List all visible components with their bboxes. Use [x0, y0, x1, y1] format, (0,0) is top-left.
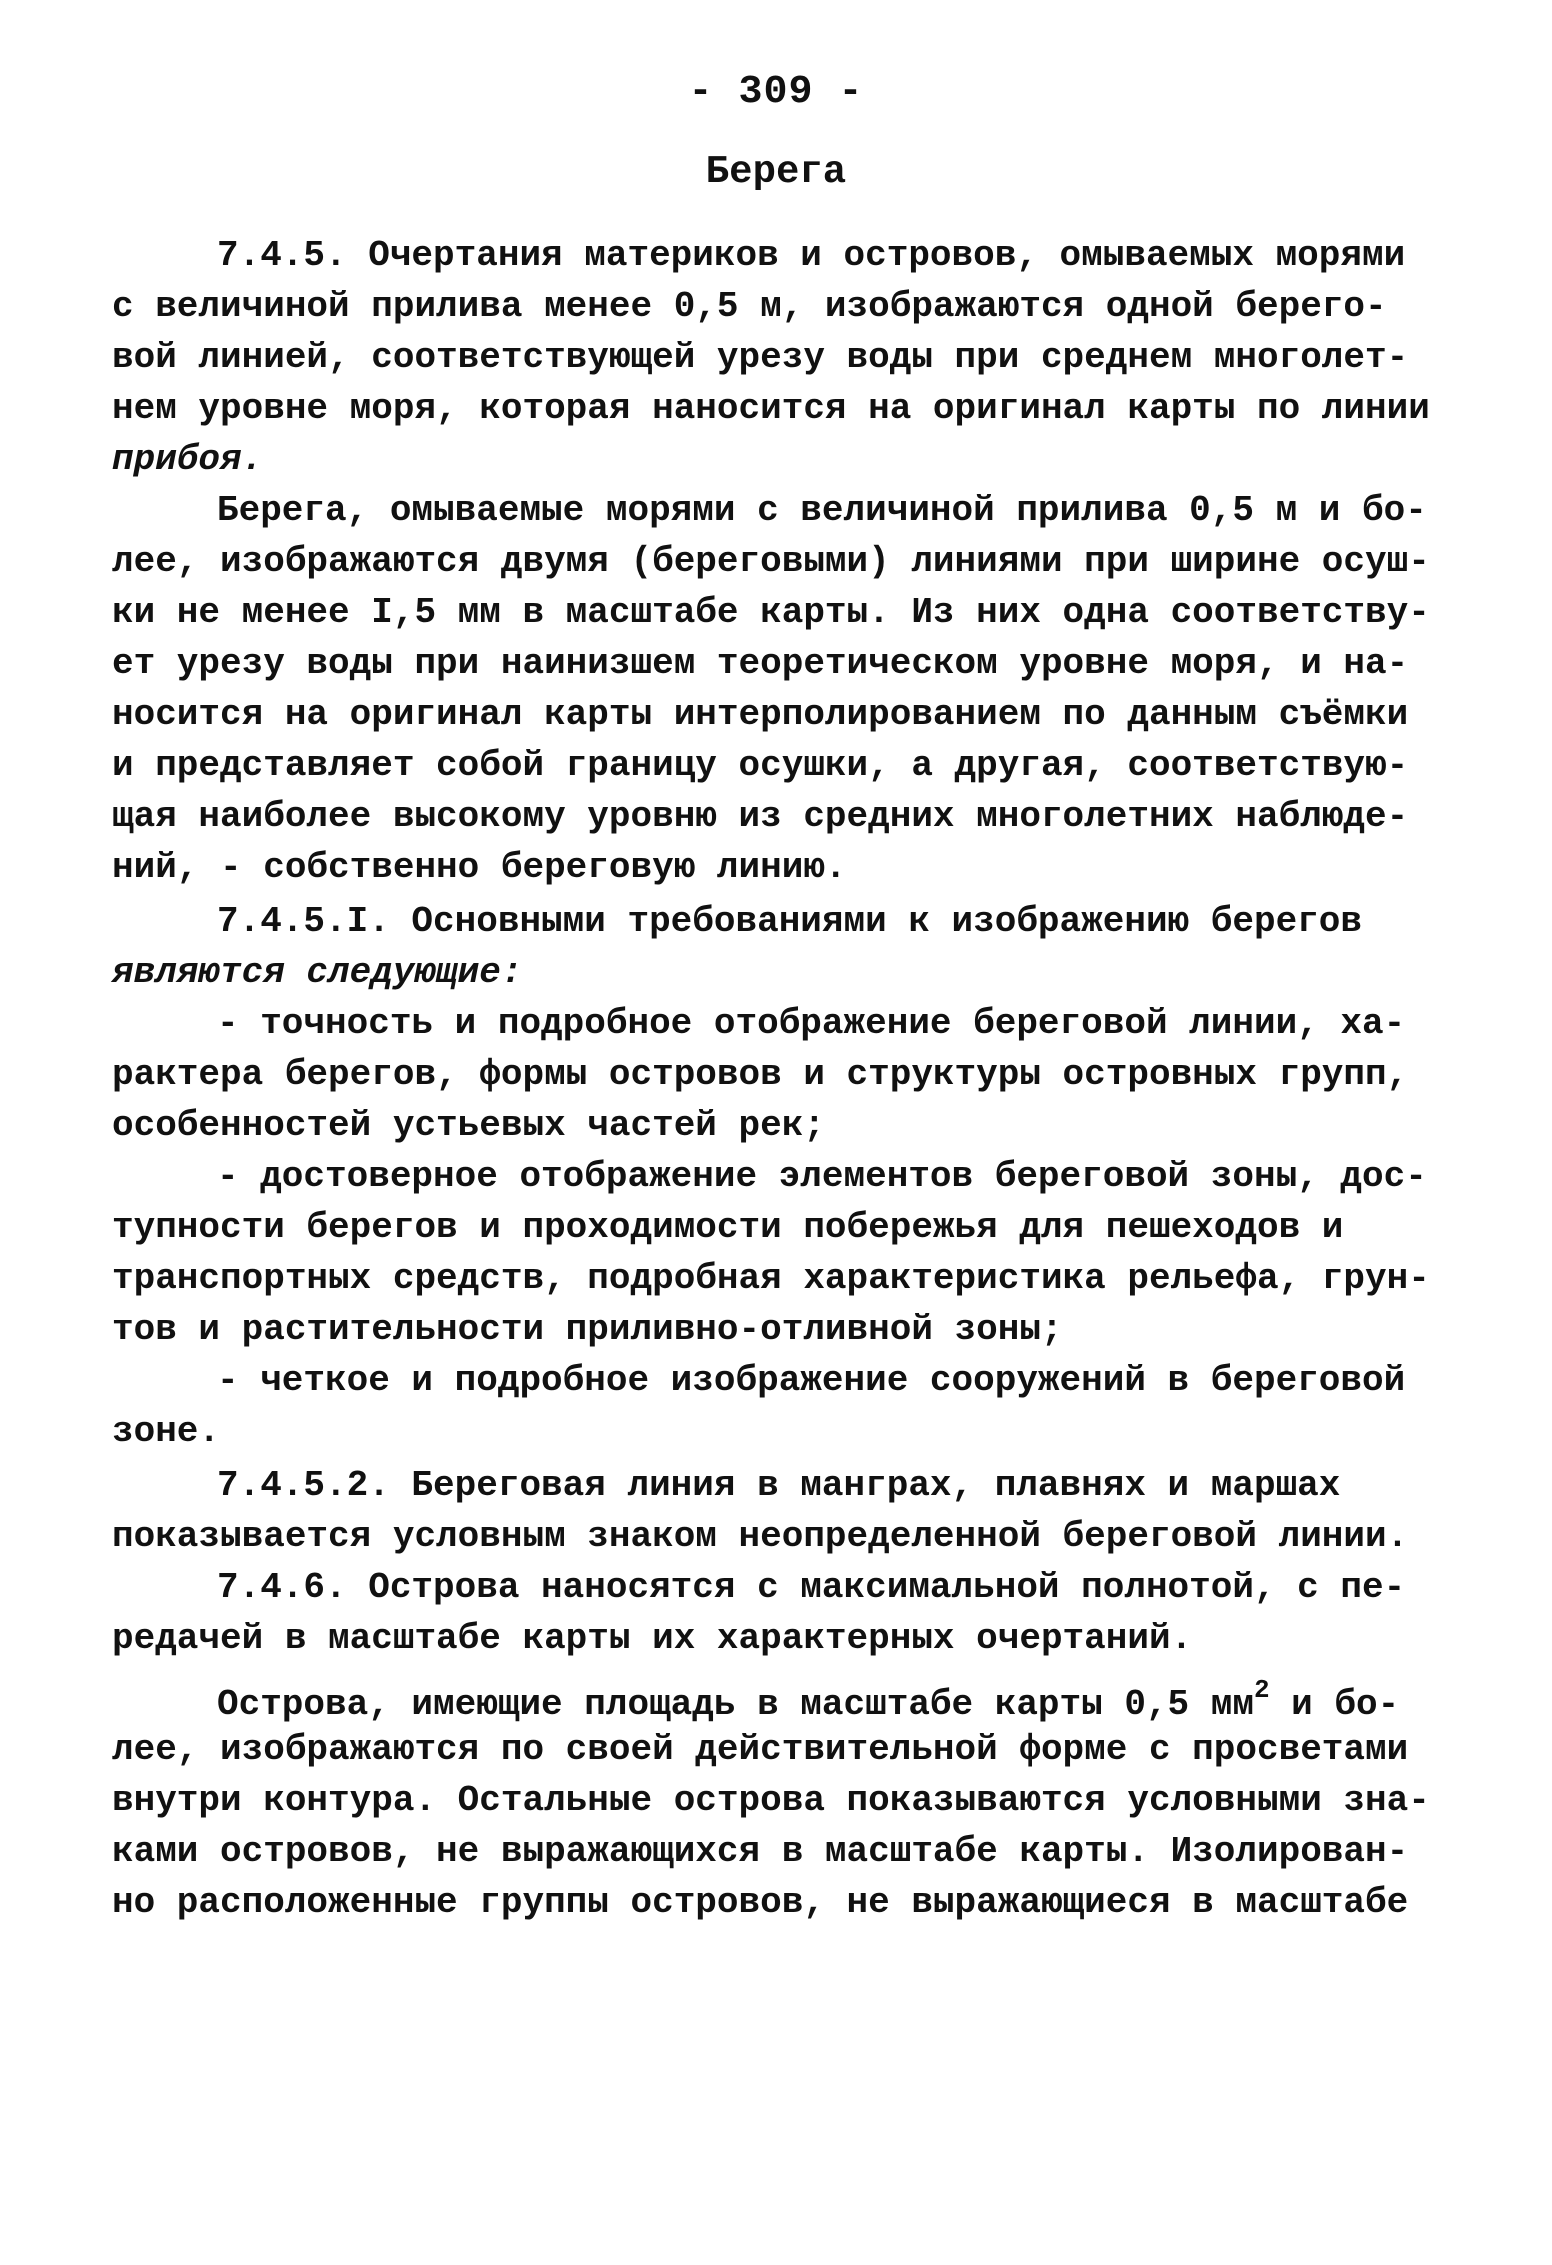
text-line: и представляет собой границу осушки, а другая, соответствую-	[112, 745, 1409, 786]
text-line: с величиной прилива менее 0,5 м, изображаются одной берего-	[112, 286, 1387, 327]
text-line: показывается условным знаком неопределенной береговой линии.	[112, 1516, 1409, 1557]
text-line: ками островов, не выражающихся в масштабе карты. Изолирован-	[112, 1831, 1409, 1872]
text-line: прибоя.	[112, 439, 264, 480]
text-line: щая наиболее высокому уровню из средних многолетних наблюде-	[112, 796, 1409, 837]
text-line: 7.4.5. Очертания материков и островов, омываемых морями	[217, 235, 1406, 276]
text-line: лее, изображаются по своей действительной форме с просветами	[112, 1729, 1409, 1770]
text-line: носится на оригинал карты интерполированием по данным съёмки	[112, 694, 1409, 735]
text-line: редачей в масштабе карты их характерных очертаний.	[112, 1618, 1193, 1659]
text-line: 7.4.5.2. Береговая линия в манграх, плавнях и маршах	[217, 1465, 1341, 1506]
text-line: зоне.	[112, 1411, 221, 1452]
text-line: лее, изображаются двумя (береговыми) линиями при ширине осуш-	[112, 541, 1430, 582]
text-line: рактера берегов, формы островов и структуры островных групп,	[112, 1054, 1409, 1095]
text-fragment: Острова, имеющие площадь в масштабе карты 0,5 мм	[217, 1684, 1254, 1725]
text-line: - точность и подробное отображение береговой линии, ха-	[217, 1003, 1406, 1044]
text-line: транспортных средств, подробная характеристика рельефа, грун-	[112, 1258, 1430, 1299]
text-line: ки не менее I,5 мм в масштабе карты. Из них одна соответству-	[112, 592, 1430, 633]
text-line: являются следующие:	[112, 952, 523, 993]
text-line: 7.4.5.I. Основными требованиями к изображению берегов	[217, 901, 1362, 942]
text-line: тупности берегов и проходимости побережья для пешеходов и	[112, 1207, 1344, 1248]
text-line: тов и растительности приливно-отливной зоны;	[112, 1309, 1063, 1350]
superscript: 2	[1253, 1675, 1270, 1705]
text-fragment: и бо-	[1269, 1684, 1400, 1725]
text-line: - достоверное отображение элементов береговой зоны, дос-	[217, 1156, 1427, 1197]
text-line: особенностей устьевых частей рек;	[112, 1105, 825, 1146]
text-line: нем уровне моря, которая наносится на оригинал карты по линии	[112, 388, 1430, 429]
text-line: - четкое и подробное изображение сооружений в береговой	[217, 1360, 1406, 1401]
text-line: внутри контура. Остальные острова показываются условными зна-	[112, 1780, 1430, 1821]
text-line: ний, - собственно береговую линию.	[112, 847, 847, 888]
section-title: Берега	[705, 150, 847, 194]
text-line: 7.4.6. Острова наносятся с максимальной полнотой, с пе-	[217, 1567, 1406, 1608]
text-line: вой линией, соответствующей урезу воды при среднем многолет-	[112, 337, 1409, 378]
text-line: ет урезу воды при наинизшем теоретическом уровне моря, и на-	[112, 643, 1409, 684]
text-line: Берега, омываемые морями с величиной прилива 0,5 м и бо-	[217, 490, 1427, 531]
text-line	[217, 1675, 1400, 1725]
page-number: - 309 -	[688, 70, 864, 115]
text-line: но расположенные группы островов, не выражающиеся в масштабе	[112, 1882, 1409, 1923]
